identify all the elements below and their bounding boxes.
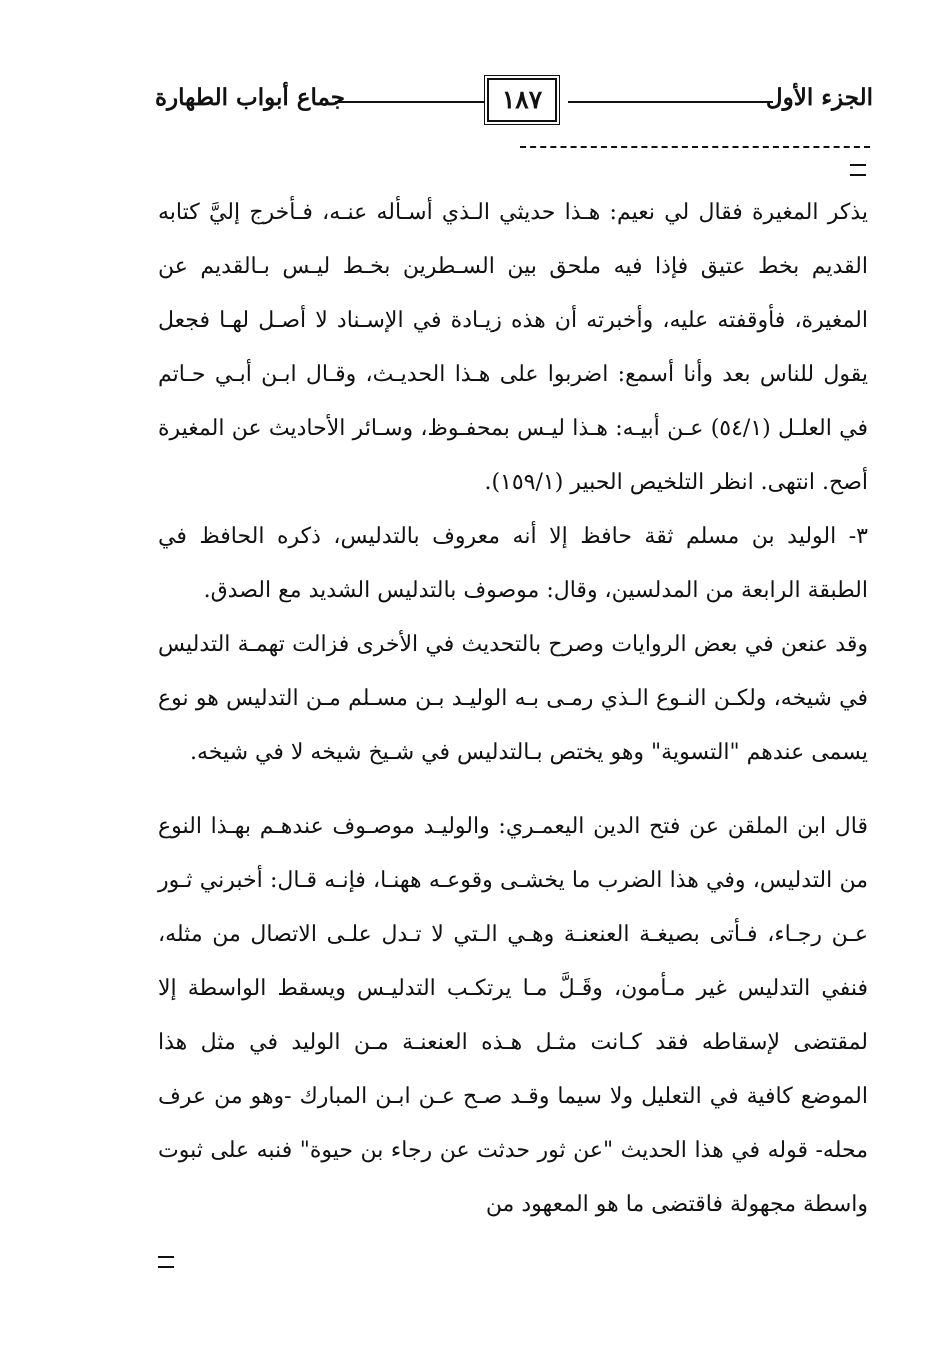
paragraph: قال ابن الملقن عن فتح الدين اليعمـري: والوليـد موصـوف عندهـم بهـذا النوع من التدليس، وفي هذا الضرب ما يخشـى وقوعـه ههنـا، فإنـه قـال: أخبرني ثـور عـن رجـاء، فـأتى بصيغـة العنعنـة وهـي الـتي لا تـدل علـى الاتصال من مثله، فنفي التدليس غير مـأمون، وقَـلَّ مـا يرتكـب التدليـس ويسقط الواسطة إلا لمقتضى لإسقاطه فقد كـانت مثـل هـذه العنعنـة مـن الوليد في مثل هذا الموضع كافية في التعليل ولا سيما وقـد صـح عـن ابـن المبارك -وهو من عرف محله- قوله في هذا الحديث "عن ثور حدثت عن رجاء بن حيوة" فنبه على ثبوت واسطة مجهولة فاقتضى ما هو المعهود من	[158, 814, 868, 1217]
header-rule	[335, 101, 485, 103]
body-text	[158, 186, 868, 1232]
chapter-title: جماع أبواب الطهارة	[155, 84, 346, 111]
paragraph: يذكر المغيرة فقال لي نعيم: هـذا حديثي الـذي أسـأله عنـه، فـأخرج إليَّ كتابه القديم بخط عتيق فإذا فيه ملحق بين السـطرين بخـط ليـس بـالقديم عن المغيرة، فأوقفته عليه، وأخبرته أن هذه زيـادة في الإسـناد لا أصـل لهـا فجعل يقول للناس بعد وأنا أسمع: اضربوا على هـذا الحديـث، وقـال ابـن أبـي حـاتم في العلـل (٥٤/١) عـن أبيـه: هـذا ليـس بمحفـوظ، وسـائر الأحاديث عن المغيرة أصح. انتهى. انظر التلخيص الحبير (١٥٩/١).	[158, 200, 868, 495]
header-dashed-divider	[520, 146, 870, 148]
volume-label: الجزء الأول	[765, 84, 873, 111]
continuation-mark-bottom	[158, 1256, 174, 1268]
page-number: ١٨٧	[487, 78, 557, 122]
continuation-mark-top	[850, 164, 866, 176]
numbered-paragraph: ٣- الوليد بن مسلم ثقة حافظ إلا أنه معروف بالتدليس، ذكره الحافظ في الطبقة الرابعة من المدلسين، وقال: موصوف بالتدليس الشديد مع الصدق.	[158, 524, 868, 603]
paragraph: وقد عنعن في بعض الروايات وصرح بالتحديث في الأخرى فزالت تهمـة التدليس في شيخه، ولكـن النـوع الـذي رمـى بـه الوليـد بـن مسـلم مـن التدليس هو نوع يسمى عندهم "التسوية" وهو يختص بـالتدليس في شـيخ شيخه لا في شيخه.	[158, 632, 868, 765]
page-header	[155, 74, 873, 126]
header-rule	[568, 101, 773, 103]
